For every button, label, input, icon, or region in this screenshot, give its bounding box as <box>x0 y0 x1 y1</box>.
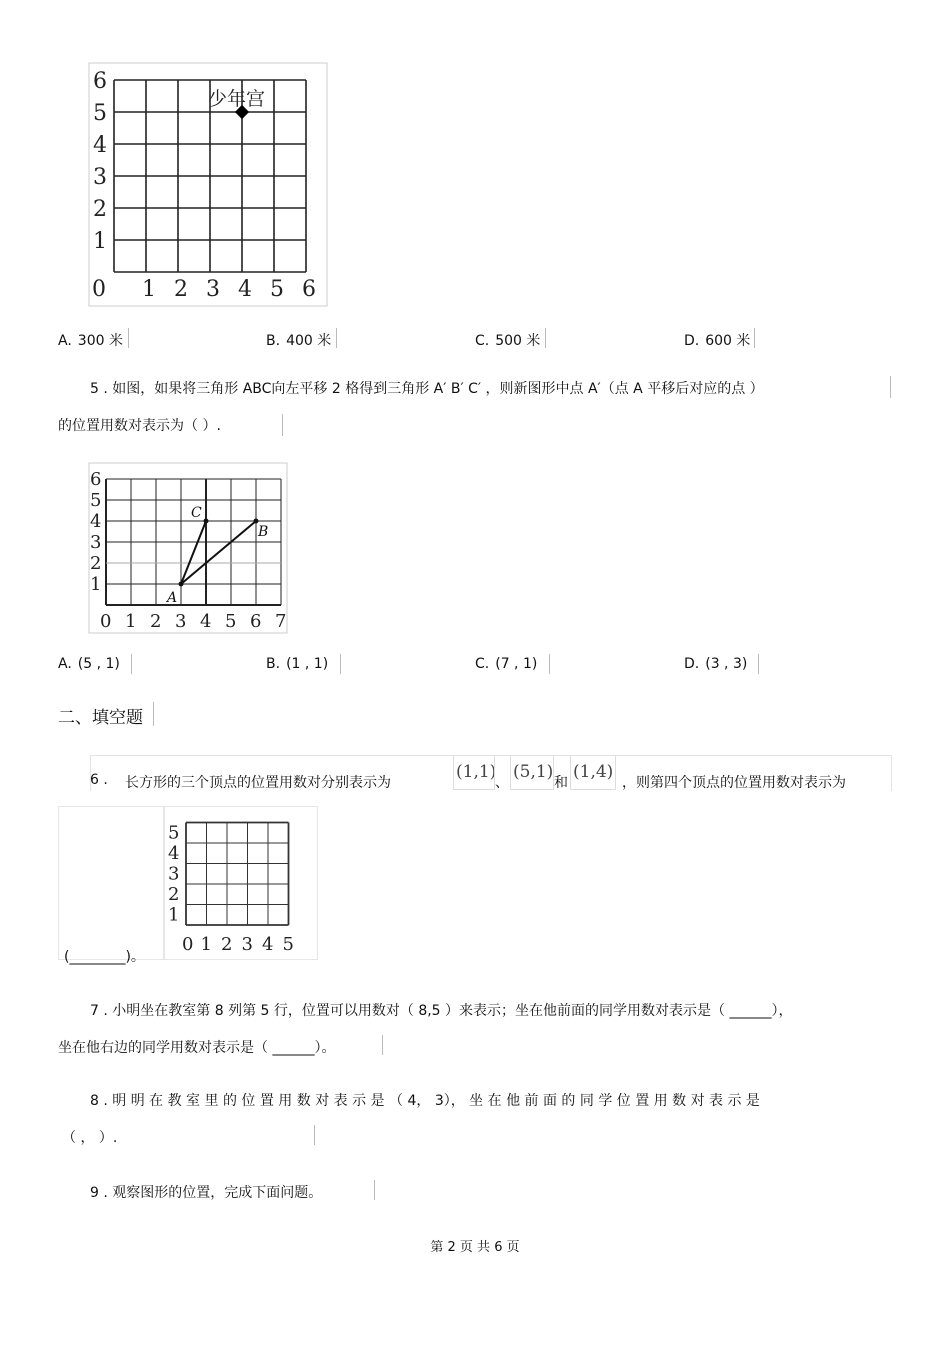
figure-2-svg <box>88 462 288 634</box>
question-6-text-after: ，则第四个顶点的位置用数对表示为 <box>622 775 846 791</box>
y-tick-label: 1 <box>90 574 102 595</box>
pair-svg-3 <box>571 755 615 789</box>
x-tick-label: 3 <box>241 934 253 955</box>
y-tick-label: 4 <box>90 511 102 532</box>
page-footer: 第 2 页 共 6 页 <box>430 1240 520 1255</box>
pair-box-1 <box>453 755 495 790</box>
option-a[interactable] <box>58 656 126 672</box>
x-tick-label: 3 <box>175 611 187 632</box>
x-tick-label: 3 <box>206 277 220 302</box>
option-c-letter: C. <box>475 656 490 672</box>
option-b-text: 400 米 <box>286 333 332 349</box>
y-tick-label: 6 <box>90 469 102 490</box>
option-a-text: (5 , 1) <box>77 656 120 672</box>
x-tick-label: 1 <box>125 611 137 632</box>
x-tick-label: 2 <box>174 277 188 302</box>
option-d-text: 600 米 <box>705 333 751 349</box>
option-d-letter: D. <box>684 656 700 672</box>
vertex-label-b: B <box>258 524 269 540</box>
option-b[interactable] <box>266 656 334 672</box>
x-tick-label: 5 <box>225 611 237 632</box>
divider <box>336 328 337 348</box>
x-tick-label: 5 <box>270 277 284 302</box>
vertex-a <box>179 582 184 587</box>
question-9: 9 . 观察图形的位置，完成下面问题。 <box>90 1185 323 1201</box>
x-tick-label: 6 <box>302 277 316 302</box>
x-tick-label: 1 <box>200 934 212 955</box>
y-tick-label: 2 <box>168 884 180 905</box>
option-d[interactable] <box>684 330 756 350</box>
option-b-letter: B. <box>266 333 281 349</box>
option-c-text: (7 , 1) <box>495 656 538 672</box>
divider <box>340 654 341 674</box>
vertex-label-c: C <box>191 505 202 521</box>
option-d-letter: D. <box>684 333 700 349</box>
y-tick-label: 2 <box>93 197 107 222</box>
y-tick-label: 4 <box>168 843 180 864</box>
option-c-letter: C. <box>475 333 490 349</box>
x-tick-label: 0 <box>182 934 194 955</box>
figure-2-grid <box>88 462 288 634</box>
pair-svg-2 <box>511 755 553 789</box>
option-b-letter: B. <box>266 656 281 672</box>
option-a-text: 300 米 <box>77 333 123 349</box>
separator-1: 、 <box>495 775 509 791</box>
divider <box>549 654 550 674</box>
question-7-line-2: 坐在他右边的同学用数对表示是（ ______）。 <box>58 1040 336 1056</box>
y-tick-label: 2 <box>90 553 102 574</box>
y-tick-label: 6 <box>93 69 107 94</box>
x-tick-label: 2 <box>221 934 233 955</box>
divider <box>754 328 755 348</box>
figure-3-grid <box>166 815 311 955</box>
x-tick-label: 1 <box>142 277 156 302</box>
pair-svg-1 <box>454 755 494 789</box>
pair-2-text: (5,1) <box>513 762 553 782</box>
y-tick-label: 5 <box>90 490 102 511</box>
x-tick-label: 0 <box>92 277 106 302</box>
question-7-line-1: 7 . 小明坐在教室第 8 列第 5 行，位置可以用数对（ 8,5 ）来表示；坐在他前面的同学用数对表示是（ ______）， <box>90 1003 793 1019</box>
x-tick-label: 6 <box>250 611 262 632</box>
divider <box>282 414 283 436</box>
pair-box-3 <box>570 755 616 790</box>
pair-1-text: (1,1) <box>456 762 494 782</box>
y-tick-label: 1 <box>168 904 180 926</box>
question-5-line-2: 的位置用数对表示为（ ）. <box>58 418 221 434</box>
option-c[interactable] <box>475 330 546 350</box>
triangle-side-ab <box>181 521 256 584</box>
x-tick-label: 4 <box>238 277 252 302</box>
y-tick-label: 5 <box>93 101 107 126</box>
y-tick-label: 3 <box>168 863 180 885</box>
question-5-line-1: 5 . 如图，如果将三角形 ABC向左平移 2 格得到三角形 A′ B′ C′ ，则新图形中点 A′（点 A 平移后对应的点 ） <box>90 381 764 397</box>
divider <box>153 702 154 726</box>
x-tick-label: 2 <box>150 611 162 632</box>
x-tick-label: 4 <box>262 934 274 955</box>
option-d-text: (3 , 3) <box>705 656 748 672</box>
divider <box>545 328 546 348</box>
option-a[interactable] <box>58 330 129 350</box>
figure-frame <box>89 463 287 633</box>
option-a-letter: A. <box>58 656 72 672</box>
y-tick-label: 1 <box>93 229 107 254</box>
x-tick-label: 4 <box>200 611 212 632</box>
option-c[interactable] <box>475 656 543 672</box>
pair-box-2 <box>510 755 554 790</box>
y-tick-label: 3 <box>90 532 102 553</box>
option-a-letter: A. <box>58 333 72 349</box>
figure-1-svg <box>88 62 328 307</box>
divider <box>314 1125 315 1145</box>
location-label: 少年宫 <box>208 88 266 110</box>
vertex-label-a: A <box>167 590 178 606</box>
figure-1-grid <box>88 62 328 307</box>
separator-2: 和 <box>554 775 568 791</box>
figure-3-svg <box>166 815 311 955</box>
divider <box>374 1180 375 1200</box>
x-tick-label: 0 <box>100 611 112 632</box>
option-b[interactable] <box>266 330 337 350</box>
question-8-line-2: （ ， ）. <box>62 1130 118 1146</box>
x-tick-label: 5 <box>282 934 294 955</box>
section-title: 二、填空题 <box>58 708 143 728</box>
option-c-text: 500 米 <box>495 333 541 349</box>
divider <box>890 376 891 398</box>
y-tick-label: 3 <box>93 165 107 190</box>
option-d[interactable] <box>684 656 753 672</box>
question-6-number: 6 . <box>90 772 108 788</box>
question-6-answer[interactable]: (________)。 <box>64 949 145 965</box>
x-tick-label: 7 <box>275 611 287 632</box>
divider <box>131 654 132 674</box>
y-tick-label: 4 <box>93 133 107 158</box>
y-tick-label: 5 <box>168 822 180 844</box>
option-b-text: (1 , 1) <box>286 656 329 672</box>
answer-frame <box>58 806 164 960</box>
divider <box>758 654 759 674</box>
question-8-line-1: 8 . 明 明 在 教 室 里 的 位 置 用 数 对 表 示 是 （ 4， 3）， 坐 在 他 前 面 的 同 学 位 置 用 数 对 表 示 是 <box>90 1093 760 1109</box>
divider <box>128 328 129 348</box>
divider <box>382 1035 383 1055</box>
vertex-b <box>254 519 259 524</box>
vertex-c <box>204 519 209 524</box>
pair-3-text: (1,4) <box>573 762 614 782</box>
question-6-text: 长方形的三个顶点的位置用数对分别表示为 <box>125 775 391 791</box>
